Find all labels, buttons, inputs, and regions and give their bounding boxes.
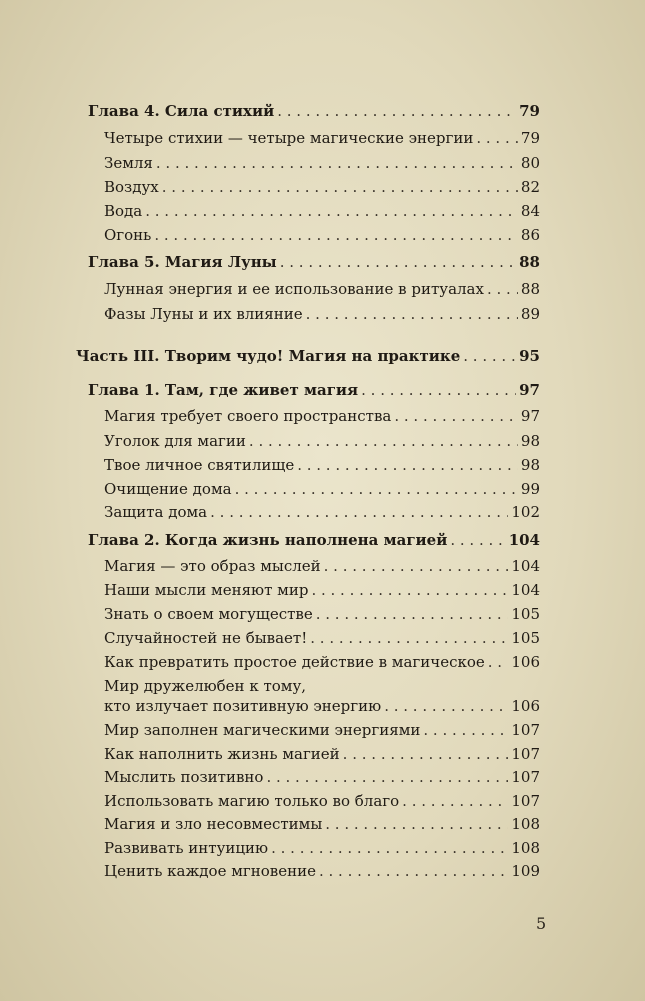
- toc-entry-page: 82: [520, 178, 540, 196]
- toc-entry: [104, 178, 540, 196]
- toc-entry: [104, 815, 540, 833]
- toc-entry: [104, 280, 540, 298]
- toc-entry-page: 99: [520, 480, 540, 498]
- toc-entry-page: 88: [519, 253, 540, 271]
- toc-entry: [104, 407, 540, 425]
- toc-entry-label: Глава 5. Магия Луны: [88, 253, 277, 271]
- dot-leader: [325, 815, 508, 833]
- dot-leader: [266, 768, 508, 786]
- page-number: 5: [536, 914, 547, 933]
- toc-entry-label: Защита дома: [104, 503, 208, 521]
- toc-entry-page: 102: [511, 503, 540, 521]
- dot-leader: [310, 629, 508, 647]
- dot-leader: [297, 456, 518, 474]
- toc-entry: [104, 503, 540, 521]
- toc-entry-page: 106: [511, 653, 540, 671]
- toc-entry-page: 107: [511, 745, 540, 763]
- dot-leader: [311, 581, 508, 599]
- dot-leader: [450, 531, 505, 549]
- dot-leader: [394, 407, 518, 425]
- toc-entry: [104, 557, 540, 575]
- toc-entry-page: 79: [519, 102, 540, 120]
- dot-leader: [154, 226, 518, 244]
- dot-leader: [319, 862, 508, 880]
- toc-entry: [104, 721, 540, 739]
- toc-entry-label: Фазы Луны и их влияние: [104, 305, 303, 323]
- dot-leader: [162, 178, 518, 196]
- toc-entry-label: Глава 4. Сила стихий: [88, 102, 275, 120]
- toc-entry-label: Магия — это образ мыслей: [104, 557, 321, 575]
- dot-leader: [324, 557, 509, 575]
- dot-leader: [343, 745, 509, 763]
- toc-entry-page: 106: [511, 697, 540, 715]
- dot-leader: [306, 305, 518, 323]
- toc-entry-label: Развивать интуицию: [104, 839, 269, 857]
- toc-entry-page: 105: [511, 605, 540, 623]
- dot-leader: [384, 697, 508, 715]
- toc-entry-label: Мыслить позитивно: [104, 768, 264, 786]
- toc-entry-label: Глава 2. Когда жизнь наполнена магией: [88, 531, 448, 549]
- toc-entry-page: 107: [511, 792, 540, 810]
- toc-entry-label: Земля: [104, 154, 153, 172]
- toc-entry-label: Четыре стихии — четыре магические энергии: [104, 129, 474, 147]
- toc-entry-page: 97: [520, 407, 540, 425]
- toc-part-3: [76, 347, 540, 365]
- dot-leader: [210, 503, 508, 521]
- toc-entry-page: 107: [511, 768, 540, 786]
- toc-entry: [104, 305, 540, 323]
- toc-entry-label: Знать о своем могуществе: [104, 605, 313, 623]
- toc-entry: [104, 653, 540, 671]
- toc-entry-page: 88: [520, 280, 540, 298]
- dot-leader: [249, 432, 518, 450]
- toc-entry: [104, 768, 540, 786]
- dot-leader: [145, 202, 518, 220]
- toc-entry: [104, 432, 540, 450]
- toc-entry: [104, 480, 540, 498]
- toc-entry: [104, 629, 540, 647]
- toc-entry-page: 109: [511, 862, 540, 880]
- toc-entry-label: кто излучает позитивную энергию: [104, 697, 382, 715]
- toc-entry: [104, 456, 540, 474]
- toc-entry-page: 108: [511, 839, 540, 857]
- toc-entry-label: Очищение дома: [104, 480, 232, 498]
- toc-chapter-5: [88, 253, 540, 271]
- toc-entry: [104, 154, 540, 172]
- toc-entry-page: 89: [520, 305, 540, 323]
- toc-entry: [104, 581, 540, 599]
- toc-entry-label: Магия требует своего пространства: [104, 407, 392, 425]
- toc-entry-page: 104: [508, 531, 540, 549]
- dot-leader: [235, 480, 518, 498]
- toc-entry-page: 79: [520, 129, 540, 147]
- toc-entry-label: Твое личное святилище: [104, 456, 295, 474]
- toc-entry: [104, 792, 540, 810]
- toc-entry-label: Часть III. Творим чудо! Магия на практике: [76, 347, 461, 365]
- toc-entry-label: Ценить каждое мгновение: [104, 862, 316, 880]
- toc-entry-label: Огонь: [104, 226, 152, 244]
- toc-entry: [104, 697, 540, 715]
- toc-entry-label: Магия и зло несовместимы: [104, 815, 323, 833]
- dot-leader: [487, 280, 518, 298]
- dot-leader: [463, 347, 516, 365]
- toc-chapter-4: [88, 102, 540, 120]
- dot-leader: [488, 653, 509, 671]
- dot-leader: [277, 102, 516, 120]
- toc-entry-page: 95: [519, 347, 540, 365]
- toc-entry-page: 86: [520, 226, 540, 244]
- toc-chapter-1: [88, 381, 540, 399]
- toc-entry-page: 108: [511, 815, 540, 833]
- dot-leader: [316, 605, 509, 623]
- toc-entry: [104, 202, 540, 220]
- toc-entry-page: 107: [511, 721, 540, 739]
- toc-entry-label: Лунная энергия и ее использование в ритуалах: [104, 280, 484, 298]
- toc-entry-page: 104: [511, 581, 540, 599]
- toc-entry-label: Как превратить простое действие в магическое: [104, 653, 485, 671]
- toc-entry-label-line1: Мир дружелюбен к тому,: [104, 677, 307, 695]
- toc-entry: [104, 605, 540, 623]
- toc-entry-page: 97: [519, 381, 540, 399]
- dot-leader: [476, 129, 518, 147]
- dot-leader: [402, 792, 508, 810]
- toc-entry-page: 104: [511, 557, 540, 575]
- toc-entry-page: 105: [511, 629, 540, 647]
- dot-leader: [280, 253, 516, 271]
- toc-entry-label: Глава 1. Там, где живет магия: [88, 381, 359, 399]
- dot-leader: [156, 154, 518, 172]
- toc-entry-label: Как наполнить жизнь магией: [104, 745, 340, 763]
- toc-entry: [104, 745, 540, 763]
- toc-entry-page: 84: [520, 202, 540, 220]
- toc-entry-page: 80: [520, 154, 540, 172]
- toc-entry-label: Использовать магию только во благо: [104, 792, 400, 810]
- toc-entry: [104, 839, 540, 857]
- toc-entry: [104, 862, 540, 880]
- toc-entry: [104, 226, 540, 244]
- dot-leader: [361, 381, 516, 399]
- dot-leader: [271, 839, 508, 857]
- toc-entry-label: Мир заполнен магическими энергиями: [104, 721, 421, 739]
- toc-entry-label: Воздух: [104, 178, 159, 196]
- toc-entry-page: 98: [520, 456, 540, 474]
- toc-entry: [104, 129, 540, 147]
- toc-chapter-2: [88, 531, 540, 549]
- toc-entry-label: Вода: [104, 202, 143, 220]
- toc-entry-label: Уголок для магии: [104, 432, 246, 450]
- toc-entry-page: 98: [520, 432, 540, 450]
- toc-entry-label: Наши мысли меняют мир: [104, 581, 309, 599]
- dot-leader: [423, 721, 508, 739]
- toc-entry-label: Случайностей не бывает!: [104, 629, 308, 647]
